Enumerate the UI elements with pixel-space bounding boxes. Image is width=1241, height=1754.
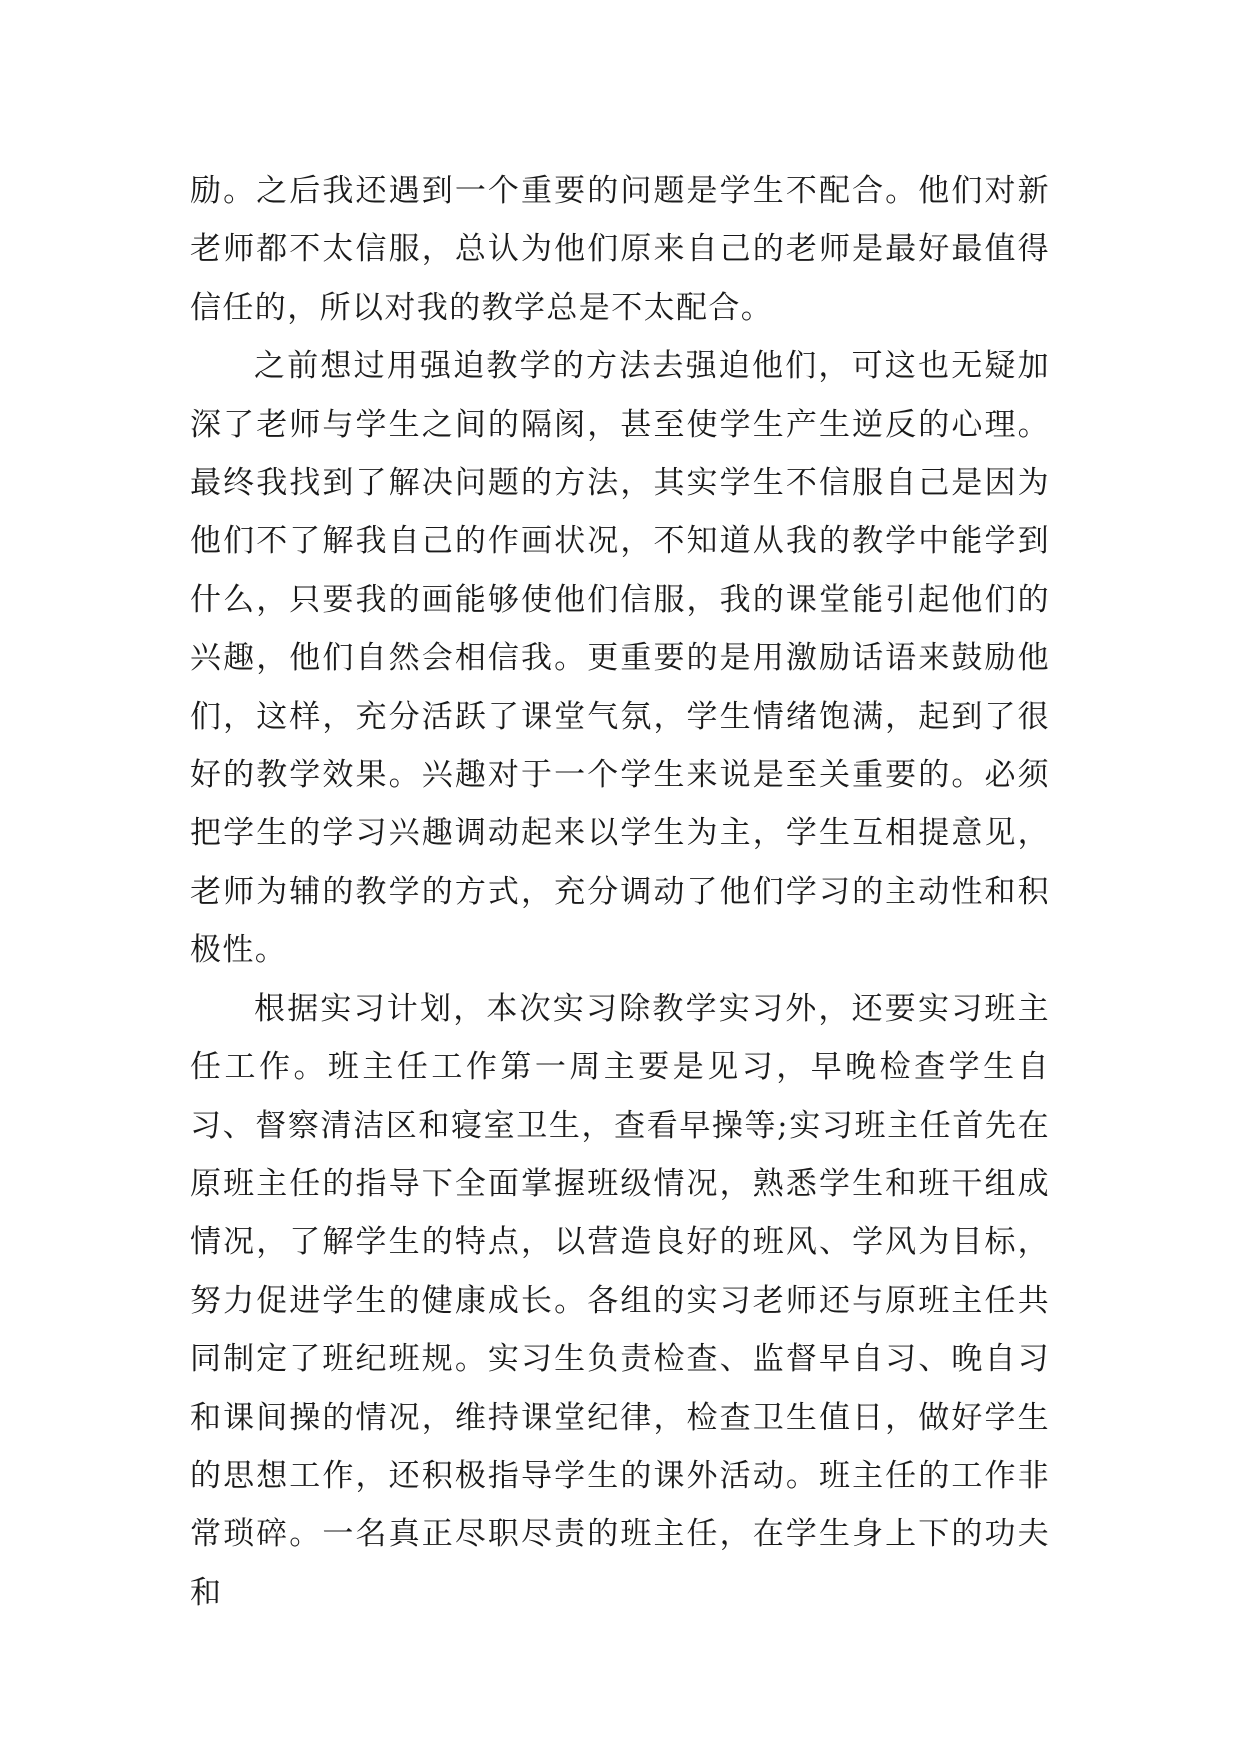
document-body [190,162,1050,1622]
paragraph-2: 之前想过用强迫教学的方法去强迫他们，可这也无疑加深了老师与学生之间的隔阂，甚至使学生产生逆反的心理。最终我找到了解决问题的方法，其实学生不信服自己是因为他们不了解我自己的作画状况，不知道从我的教学中能学到什么，只要我的画能够使他们信服，我的课堂能引起他们的兴趣，他们自然会相信我。更重要的是用激励话语来鼓励他们，这样，充分活跃了课堂气氛，学生情绪饱满，起到了很好的教学效果。兴趣对于一个学生来说是至关重要的。必须把学生的学习兴趣调动起来以学生为主，学生互相提意见，老师为辅的教学的方式，充分调动了他们学习的主动性和积极性。 [190,348,1050,969]
paragraph-3: 根据实习计划，本次实习除教学实习外，还要实习班主任工作。班主任工作第一周主要是见习，早晚检查学生自习、督察清洁区和寝室卫生，查看早操等;实习班主任首先在原班主任的指导下全面掌握班级情况，熟悉学生和班干组成情况，了解学生的特点，以营造良好的班风、学风为目标，努力促进学生的健康成长。各组的实习老师还与原班主任共同制定了班纪班规。实习生负责检查、监督早自习、晚自习和课间操的情况，维持课堂纪律，检查卫生值日，做好学生的思想工作，还积极指导学生的课外活动。班主任的工作非常琐碎。一名真正尽职尽责的班主任，在学生身上下的功夫和 [190,990,1050,1611]
paragraph-1: 励。之后我还遇到一个重要的问题是学生不配合。他们对新老师都不太信服，总认为他们原来自己的老师是最好最值得信任的，所以对我的教学总是不太配合。 [190,173,1050,326]
